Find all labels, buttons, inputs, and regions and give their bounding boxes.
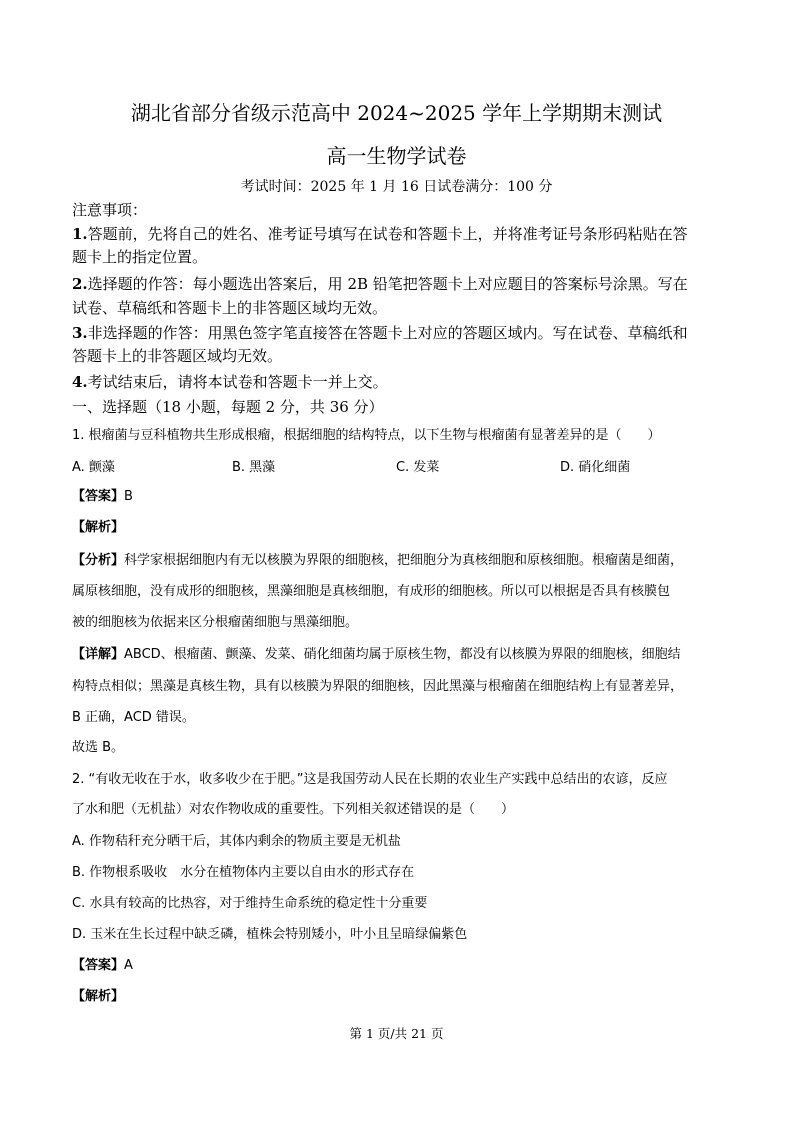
q1-answer: 【答案】B	[72, 489, 133, 504]
q1-option-d: D. 硝化细菌	[560, 460, 631, 475]
note-1-line-2: 题卡上的指定位置。	[72, 248, 208, 266]
q1-xiangjie-line-2: 构特点相似；黑藻是真核生物，具有以核膜为界限的细胞核，因此黑藻与根瘤菌在细胞结构上有显著差异，	[72, 679, 684, 694]
q1-option-a: A. 颤藻	[72, 460, 115, 475]
note-2-line-1: 2.选择题的作答：每小题选出答案后，用 2B 铅笔把答题卡上对应题目的答案标号涂黑。写在	[72, 275, 688, 293]
q1-fenxi-line-1: 【分析】科学家根据细胞内有无以核膜为界限的细胞核，把细胞分为真核细胞和原核细胞。根瘤菌是细菌，	[72, 553, 684, 568]
q2-option-d: D. 玉米在生长过程中缺乏磷，植株会特别矮小，叶小且呈暗绿偏紫色	[72, 927, 468, 942]
note-4-line-1: 4.考试结束后，请将本试卷和答题卡一并上交。	[72, 373, 388, 391]
note-3-line-1: 3.非选择题的作答：用黑色签字笔直接答在答题卡上对应的答题区域内。写在试卷、草稿纸和	[72, 324, 688, 342]
exam-title: 湖北省部分省级示范高中 2024~2025 学年上学期期末测试	[130, 101, 663, 125]
q2-option-b: B. 作物根系吸收 水分在植物体内主要以自由水的形式存在	[72, 865, 415, 880]
q1-xiangjie-line-1: 【详解】ABCD、根瘤菌、颤藻、发菜、硝化细菌均属于原核生物，都没有以核膜为界限的细胞核，细胞结	[72, 647, 681, 662]
exam-subtitle: 高一生物学试卷	[326, 144, 467, 168]
note-3-line-2: 答题卡上的非答题区域均无效。	[72, 347, 283, 365]
section-heading: 一、选择题（18 小题，每题 2 分，共 36 分）	[72, 398, 384, 416]
q2-answer: 【答案】A	[72, 958, 133, 973]
q2-stem-line-2: 了水和肥（无机盐）对农作物收成的重要性。下列相关叙述错误的是（ ）	[72, 802, 515, 817]
q2-stem-line-1: 2. “有收无收在于水，收多收少在于肥。”这是我国劳动人民在长期的农业生产实践中总结出的农谚，反应	[72, 772, 668, 787]
q2-analysis-tag: 【解析】	[72, 989, 125, 1004]
q1-stem: 1. 根瘤菌与豆科植物共生形成根瘤，根据细胞的结构特点，以下生物与根瘤菌有显著差异的是（ ）	[72, 428, 661, 443]
q2-option-c: C. 水具有较高的比热容，对于维持生命系统的稳定性十分重要	[72, 896, 428, 911]
q1-xiangjie-line-3: B 正确，ACD 错误。	[72, 710, 195, 725]
page-number: 第 1 页/共 21 页	[349, 1026, 444, 1041]
q1-analysis-tag: 【解析】	[72, 520, 125, 535]
q1-fenxi-line-2: 属原核细胞，没有成形的细胞核，黑藻细胞是真核细胞，有成形的细胞核。所以可以根据是否具有核膜包	[72, 584, 671, 599]
q1-option-c: C. 发菜	[396, 460, 440, 475]
note-1-line-1: 1.答题前，先将自己的姓名、准考证号填写在试卷和答题卡上，并将准考证号条形码粘贴在答	[72, 225, 688, 243]
q1-option-b: B. 黑藻	[232, 460, 276, 475]
exam-info: 考试时间：2025 年 1 月 16 日试卷满分：100 分	[240, 179, 553, 195]
q1-fenxi-line-3: 被的细胞核为依据来区分根瘤菌细胞与黑藻细胞。	[72, 615, 359, 630]
note-2-line-2: 试卷、草稿纸和答题卡上的非答题区域均无效。	[72, 299, 388, 317]
q1-conclusion: 故选 B。	[72, 740, 125, 755]
q2-option-a: A. 作物秸秆充分晒干后，其体内剩余的物质主要是无机盐	[72, 834, 401, 849]
notes-heading: 注意事项：	[72, 201, 148, 219]
